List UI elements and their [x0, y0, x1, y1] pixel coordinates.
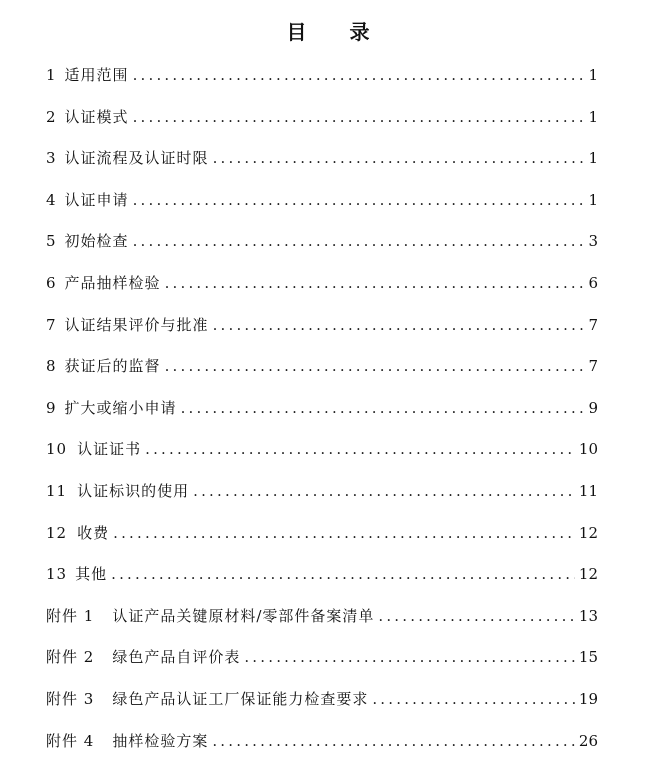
- toc-entry-number: 8: [46, 357, 57, 376]
- toc-dot-leader: [165, 351, 585, 381]
- toc-dot-leader: [193, 476, 575, 506]
- toc-entry[interactable]: [46, 393, 598, 435]
- toc-entry-label: 绿色产品自评价表: [112, 648, 241, 667]
- toc-entry-label: 认证标识的使用: [77, 481, 190, 500]
- toc-page-number: 1: [588, 107, 598, 126]
- toc-dot-leader: [213, 310, 585, 340]
- toc-entry-number: 6: [46, 273, 57, 292]
- toc-entry[interactable]: [46, 726, 598, 768]
- toc-page-number: 3: [588, 232, 598, 251]
- toc-entry[interactable]: [46, 476, 598, 518]
- toc-entry-number: 12: [46, 523, 68, 542]
- toc-entry-number: 附件 1: [46, 606, 95, 625]
- toc-entry[interactable]: [46, 642, 598, 684]
- toc-entry-number: 13: [46, 565, 68, 584]
- toc-dot-leader: [378, 601, 575, 631]
- toc-entry[interactable]: [46, 434, 598, 476]
- page-title: 目 录: [286, 20, 388, 44]
- toc-dot-leader: [165, 268, 585, 298]
- toc-entry[interactable]: [46, 185, 598, 227]
- toc-page-number: 15: [578, 648, 598, 667]
- toc-entry[interactable]: [46, 518, 598, 560]
- toc-entry-number: 附件 3: [46, 689, 95, 708]
- toc-dot-leader: [145, 434, 575, 464]
- toc-entry-number: 3: [46, 149, 57, 168]
- toc-page-number: 1: [588, 66, 598, 84]
- toc-entry-number: 11: [46, 481, 68, 500]
- toc-entry-label: 获证后的监督: [64, 357, 161, 376]
- toc-page-number: 1: [588, 149, 598, 168]
- toc-entry-label: 认证结果评价与批准: [64, 315, 209, 334]
- toc-entry-label: 收费: [77, 523, 110, 542]
- toc-entry-label: 适用范围: [64, 66, 129, 84]
- toc-dot-leader: [133, 185, 585, 215]
- toc-dot-leader: [133, 102, 585, 132]
- toc-page-number: 6: [588, 273, 598, 292]
- toc-page-number: 12: [578, 565, 598, 584]
- toc-page-number: 10: [578, 440, 598, 459]
- toc-entry-number: 附件 2: [46, 648, 95, 667]
- toc-entry[interactable]: [46, 351, 598, 393]
- toc-page-number: 13: [578, 606, 598, 625]
- toc-entry-number: 附件 4: [46, 731, 95, 750]
- toc-entry-label: 认证流程及认证时限: [64, 149, 209, 168]
- toc-entry[interactable]: [46, 684, 598, 726]
- toc-dot-leader: [244, 642, 575, 672]
- toc-page-number: 1: [588, 190, 598, 209]
- toc-entry[interactable]: [46, 601, 598, 643]
- toc-dot-leader: [111, 559, 575, 589]
- table-of-contents: [46, 60, 598, 767]
- toc-entry-label: 认证模式: [64, 107, 129, 126]
- toc-entry-label: 认证产品关键原材料/零部件备案清单: [112, 606, 375, 625]
- toc-entry-label: 产品抽样检验: [64, 273, 161, 292]
- toc-entry[interactable]: [46, 268, 598, 310]
- toc-dot-leader: [181, 393, 585, 423]
- toc-entry-label: 绿色产品认证工厂保证能力检查要求: [112, 689, 369, 708]
- toc-page-number: 11: [578, 481, 598, 500]
- toc-entry-label: 初始检查: [64, 232, 129, 251]
- toc-entry-label: 认证申请: [64, 190, 129, 209]
- toc-entry-label: 认证证书: [77, 440, 142, 459]
- toc-page-number: 19: [578, 689, 598, 708]
- toc-entry-label: 扩大或缩小申请: [64, 398, 177, 417]
- toc-dot-leader: [133, 226, 585, 256]
- toc-entry-label: 抽样检验方案: [112, 731, 209, 750]
- toc-page-number: 7: [588, 357, 598, 376]
- toc-page-number: 12: [578, 523, 598, 542]
- toc-entry-number: 5: [46, 232, 57, 251]
- toc-page-number: 9: [588, 398, 598, 417]
- toc-entry[interactable]: [46, 310, 598, 352]
- toc-page-number: 7: [588, 315, 598, 334]
- toc-entry-number: 4: [46, 190, 57, 209]
- toc-dot-leader: [213, 143, 585, 173]
- toc-dot-leader: [113, 518, 575, 548]
- toc-dot-leader: [133, 60, 585, 90]
- toc-entry-number: 1: [46, 66, 57, 84]
- toc-entry-number: 9: [46, 398, 57, 417]
- toc-entry-label: 其他: [75, 565, 108, 584]
- toc-entry-number: 10: [46, 440, 68, 459]
- toc-page-number: 26: [578, 731, 598, 750]
- toc-entry-number: 7: [46, 315, 57, 334]
- toc-entry[interactable]: [46, 143, 598, 185]
- toc-entry[interactable]: [46, 559, 598, 601]
- toc-entry[interactable]: [46, 60, 598, 102]
- toc-dot-leader: [212, 726, 575, 756]
- toc-entry[interactable]: [46, 102, 598, 144]
- toc-dot-leader: [372, 684, 575, 714]
- toc-entry[interactable]: [46, 226, 598, 268]
- toc-entry-number: 2: [46, 107, 57, 126]
